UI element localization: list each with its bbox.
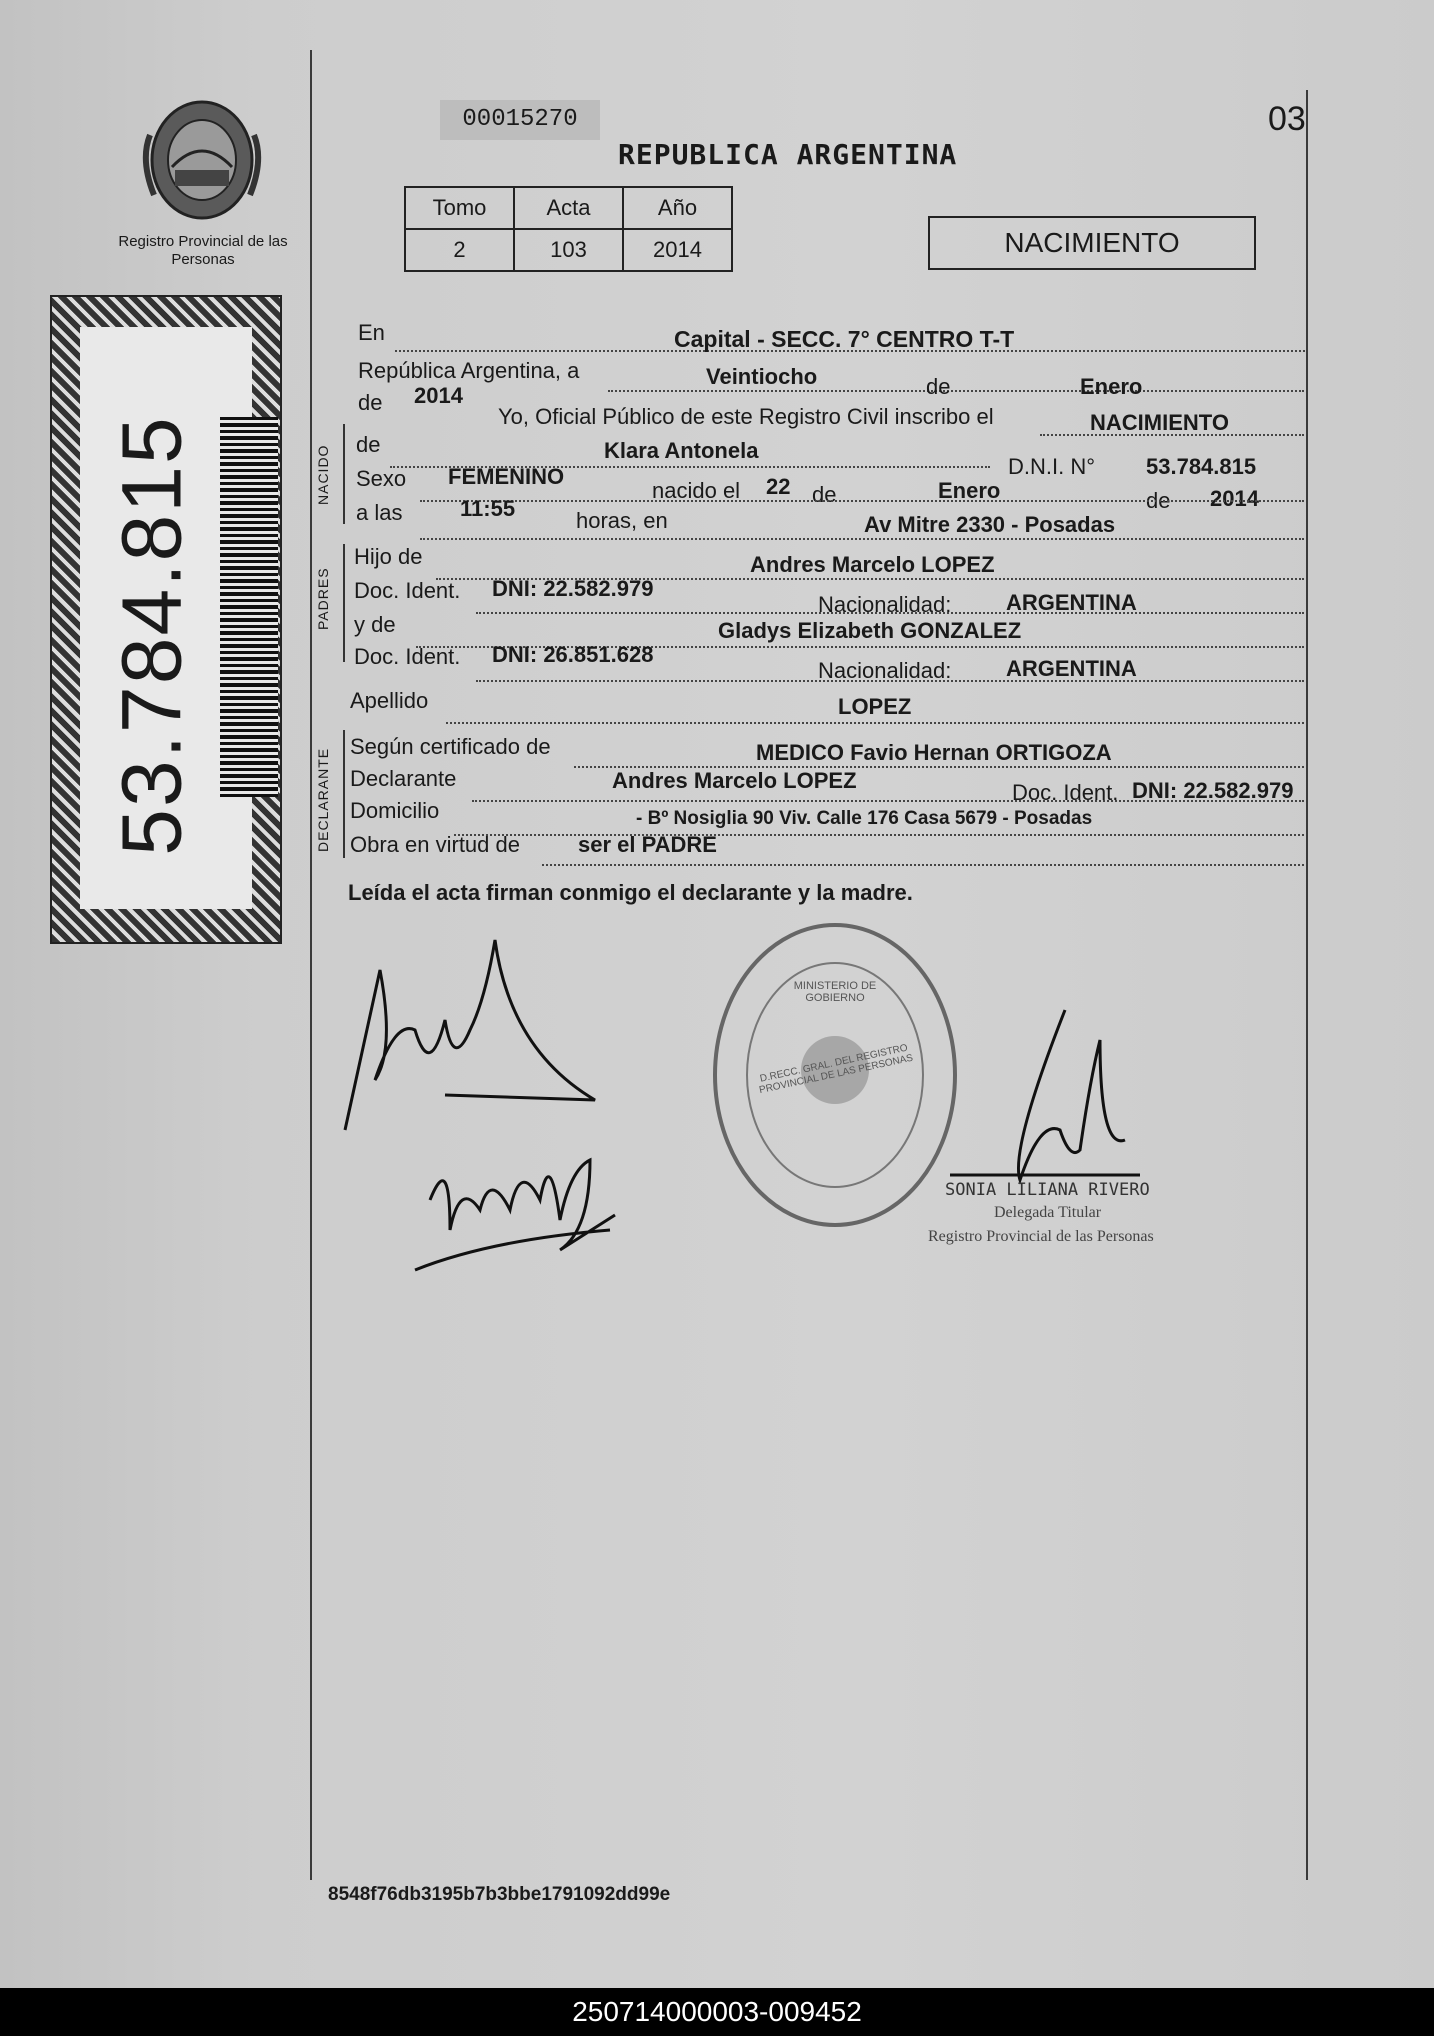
sexo-dotline xyxy=(420,500,1304,502)
nacido-dia: 22 xyxy=(766,474,791,499)
anio-header: Año xyxy=(623,187,732,229)
sexo-value: FEMENINO xyxy=(448,464,565,489)
horas-en-label: horas, en xyxy=(576,508,668,533)
madre-nac-label: Nacionalidad: xyxy=(818,658,952,683)
tomo-value: 2 xyxy=(405,229,514,271)
y-de-label: y de xyxy=(354,612,396,637)
document-type-box: NACIMIENTO xyxy=(928,216,1256,270)
nacido-mes: Enero xyxy=(938,478,1001,503)
mes-value: Enero xyxy=(1080,374,1143,399)
padre-doc: DNI: 22.582.979 xyxy=(492,576,654,601)
nacido-name: Klara Antonela xyxy=(604,438,759,463)
declarante-label: Declarante xyxy=(350,766,457,791)
apellido-label: Apellido xyxy=(350,688,429,713)
acta-value: 103 xyxy=(514,229,623,271)
tomo-header: Tomo xyxy=(405,187,514,229)
madre-doc-dotline xyxy=(476,680,1304,682)
declarante-side-label: DECLARANTE xyxy=(315,747,331,852)
scan-id-bar xyxy=(0,1988,1434,2036)
dni-barcode-panel xyxy=(50,295,282,944)
stamp-ring-text: D.RECC. GRAL. DEL REGISTRO PROVINCIAL DE LAS PERSONAS xyxy=(758,1042,915,1097)
obra-value: ser el PADRE xyxy=(578,832,717,857)
nacido-de-label3: de xyxy=(1146,488,1171,513)
declarante-signature xyxy=(335,930,605,1140)
certificado-label: Según certificado de xyxy=(350,734,551,759)
en-label: En xyxy=(358,320,385,345)
declarante-value: Andres Marcelo LOPEZ xyxy=(612,768,857,793)
control-number: 00015270 xyxy=(440,100,600,140)
certificado-value: MEDICO Favio Hernan ORTIGOZA xyxy=(756,740,1112,765)
nacido-lugar: Av Mitre 2330 - Posadas xyxy=(864,512,1116,537)
declarante-doc-label: Doc. Ident. xyxy=(1012,780,1119,805)
obra-dotline xyxy=(542,864,1304,866)
closing-text: Leída el acta firman conmigo el declarante y la madre. xyxy=(348,880,913,905)
official-stamp xyxy=(710,920,960,1230)
stamp-inner-text: MINISTERIO DE GOBIERNO xyxy=(793,980,877,1004)
madre-signature xyxy=(410,1140,625,1300)
republica-label: República Argentina, a xyxy=(358,358,580,383)
provincial-seal xyxy=(140,95,265,225)
yo-text: Yo, Oficial Público de este Registro Civil inscribo el xyxy=(498,404,994,429)
nacido-hora: 11:55 xyxy=(460,496,516,521)
nacido-bracket xyxy=(343,424,345,524)
de-label: de xyxy=(926,374,951,399)
tomo-acta-anio-table xyxy=(404,186,733,272)
nacido-side-label: NACIDO xyxy=(315,444,331,505)
a-las-label: a las xyxy=(356,500,403,525)
nacido-dni-label: D.N.I. N° xyxy=(1008,454,1096,479)
document-hash: 8548f76db3195b7b3bbe1791092dd99e xyxy=(328,1884,671,1905)
official-title: Delegada Titular xyxy=(994,1204,1102,1221)
anio-value: 2014 xyxy=(623,229,732,271)
madre-doc-label: Doc. Ident. xyxy=(354,644,461,669)
padre-doc-label: Doc. Ident. xyxy=(354,578,461,603)
de2-label: de xyxy=(358,390,383,415)
madre-nac: ARGENTINA xyxy=(1006,656,1137,681)
sexo-label: Sexo xyxy=(356,466,407,491)
domicilio-value: - Bº Nosiglia 90 Viv. Calle 176 Casa 5679 - Posadas xyxy=(636,808,1093,829)
inscripcion-value: NACIMIENTO xyxy=(1090,410,1229,435)
hijo-de-label: Hijo de xyxy=(354,544,423,569)
seal-caption: Registro Provincial de las Personas xyxy=(118,233,288,268)
official-signature xyxy=(950,1000,1150,1190)
page-number: 03 xyxy=(1268,100,1306,138)
scan-id: 250714000003-009452 xyxy=(572,1996,862,2027)
dia-dotline xyxy=(608,390,1304,392)
padre-nac: ARGENTINA xyxy=(1006,590,1137,615)
declarante-dotline xyxy=(472,800,1304,802)
apellido-value: LOPEZ xyxy=(838,694,912,719)
lugar-dotline xyxy=(420,538,1304,540)
official-name: SONIA LILIANA RIVERO xyxy=(945,1180,1150,1200)
apellido-dotline xyxy=(446,722,1304,724)
en-value: Capital - SECC. 7° CENTRO T-T xyxy=(674,326,1015,352)
right-margin-line xyxy=(1306,90,1308,1880)
padre-nac-label: Nacionalidad: xyxy=(818,592,952,617)
dni-barcode-number: 53.784.815 xyxy=(104,415,199,856)
nacido-anio: 2014 xyxy=(1210,486,1259,511)
madre-nombre: Gladys Elizabeth GONZALEZ xyxy=(718,618,1022,643)
domicilio-label: Domicilio xyxy=(350,798,440,823)
official-registry: Registro Provincial de las Personas xyxy=(928,1228,1154,1245)
padres-side-label: PADRES xyxy=(315,567,331,630)
nacido-de-label: de xyxy=(356,432,381,457)
nacido-de-label2: de xyxy=(812,482,837,507)
padre-doc-dotline xyxy=(476,612,1304,614)
madre-doc: DNI: 26.851.628 xyxy=(492,642,654,667)
padres-bracket xyxy=(343,544,345,662)
obra-label: Obra en virtud de xyxy=(350,832,520,857)
nacido-dni: 53.784.815 xyxy=(1146,454,1257,479)
country-heading: REPUBLICA ARGENTINA xyxy=(618,138,958,171)
declarante-doc: DNI: 22.582.979 xyxy=(1132,778,1294,803)
dni-barcode-bars xyxy=(220,417,278,797)
declarante-bracket xyxy=(343,730,345,858)
padre-nombre: Andres Marcelo LOPEZ xyxy=(750,552,995,577)
anio-value-body: 2014 xyxy=(414,383,463,408)
left-margin-line xyxy=(310,50,312,1880)
dia-value: Veintiocho xyxy=(706,364,818,389)
acta-header: Acta xyxy=(514,187,623,229)
nacido-el-label: nacido el xyxy=(652,478,741,503)
